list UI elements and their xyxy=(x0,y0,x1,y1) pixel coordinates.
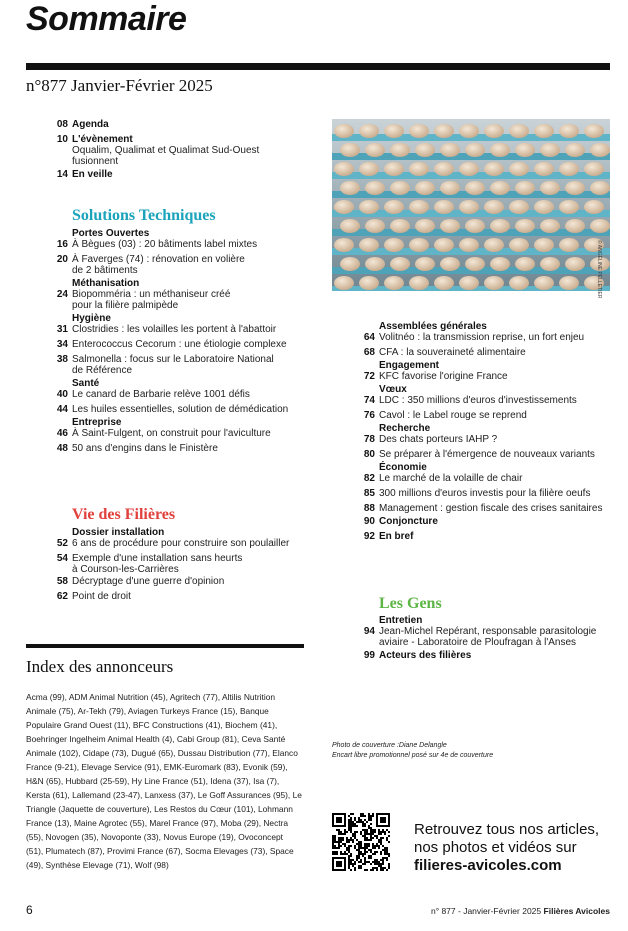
egg xyxy=(334,200,354,214)
egg xyxy=(490,219,510,233)
egg xyxy=(359,124,379,138)
toc-entry: pour la filière palmipède xyxy=(72,300,179,311)
egg xyxy=(534,200,554,214)
toc-page-number: 85 xyxy=(363,488,375,499)
toc-entry: aviaire - Laboratoire de Ploufragan à l'Anses xyxy=(379,637,577,648)
egg xyxy=(490,143,510,157)
egg xyxy=(459,162,479,176)
egg xyxy=(484,238,504,252)
toc-entry[interactable]: Salmonella : focus sur le Laboratoire National xyxy=(72,354,274,365)
egg xyxy=(559,124,579,138)
footer-issue: n° 877 - Janvier-Février 2025 xyxy=(430,906,542,916)
toc-entry[interactable]: 50 ans d'engins dans le Finistère xyxy=(72,443,218,454)
toc-section-heading[interactable]: Conjoncture xyxy=(379,516,438,527)
egg xyxy=(390,181,410,195)
toc-page-number: 62 xyxy=(56,591,68,602)
toc-page-number: 94 xyxy=(363,626,375,637)
toc-section-heading: Entretien xyxy=(379,615,423,626)
toc-page-number: 64 xyxy=(363,332,375,343)
promo-block xyxy=(414,821,599,875)
toc-entry[interactable]: Clostridies : les volailles les portent à l'abattoir xyxy=(72,324,277,335)
egg xyxy=(565,181,585,195)
promo-line-1: Retrouvez tous nos articles, xyxy=(414,821,600,838)
toc-section-heading: Hygiène xyxy=(72,313,111,324)
egg xyxy=(415,257,435,271)
egg xyxy=(584,200,604,214)
egg xyxy=(559,162,579,176)
qr-code-graphic xyxy=(332,813,390,871)
toc-page-number: 10 xyxy=(56,134,68,145)
egg xyxy=(509,162,529,176)
egg xyxy=(365,143,385,157)
egg xyxy=(384,124,404,138)
egg xyxy=(365,181,385,195)
egg xyxy=(515,181,535,195)
toc-page-number: 78 xyxy=(363,434,375,445)
toc-page-number: 38 xyxy=(56,354,68,365)
toc-section-heading[interactable]: En veille xyxy=(72,169,113,180)
toc-entry[interactable]: 300 millions d'euros investis pour la filière oeufs xyxy=(379,488,591,499)
egg xyxy=(434,276,454,290)
egg xyxy=(590,181,610,195)
toc-page-number: 44 xyxy=(56,404,68,415)
toc-section-heading: Assemblées générales xyxy=(379,321,487,332)
page-title: Sommaire xyxy=(26,0,187,38)
toc-entry: de 2 bâtiments xyxy=(72,265,138,276)
toc-page-number: 16 xyxy=(56,239,68,250)
toc-entry[interactable]: Décryptage d'une guerre d'opinion xyxy=(72,576,225,587)
footer-brand: Filières Avicoles xyxy=(543,906,610,916)
toc-section-heading[interactable]: En bref xyxy=(379,531,414,542)
toc-section-heading: Santé xyxy=(72,378,100,389)
egg xyxy=(415,219,435,233)
egg xyxy=(509,238,529,252)
toc-section-heading: Recherche xyxy=(379,423,431,434)
toc-page-number: 24 xyxy=(56,289,68,300)
egg xyxy=(515,257,535,271)
toc-page-number: 34 xyxy=(56,339,68,350)
toc-section-heading: Vœux xyxy=(379,384,407,395)
egg xyxy=(534,276,554,290)
egg xyxy=(584,162,604,176)
toc-section-heading: Portes Ouvertes xyxy=(72,228,150,239)
egg xyxy=(365,257,385,271)
qr-code[interactable] xyxy=(332,813,390,871)
egg xyxy=(459,276,479,290)
egg xyxy=(484,124,504,138)
egg xyxy=(559,276,579,290)
toc-entry[interactable]: KFC favorise l'origine France xyxy=(379,371,508,382)
toc-section-heading[interactable]: Acteurs des filières xyxy=(379,650,472,661)
egg xyxy=(440,219,460,233)
egg xyxy=(590,219,610,233)
egg xyxy=(409,162,429,176)
toc-entry[interactable]: À Faverges (74) : rénovation en volière xyxy=(72,254,245,265)
toc-section-heading: Dossier installation xyxy=(72,527,165,538)
egg xyxy=(359,162,379,176)
toc-entry[interactable]: Volitnéo : la transmission reprise, un fort enjeu xyxy=(379,332,585,343)
egg xyxy=(540,181,560,195)
toc-page-number: 92 xyxy=(363,531,375,542)
egg xyxy=(384,276,404,290)
egg xyxy=(340,143,360,157)
egg xyxy=(590,143,610,157)
index-rule xyxy=(26,644,304,648)
toc-page-number: 88 xyxy=(363,503,375,514)
promo-line-2: nos photos et vidéos sur xyxy=(414,839,577,856)
egg xyxy=(359,200,379,214)
toc-page-number: 72 xyxy=(363,371,375,382)
egg xyxy=(390,143,410,157)
egg xyxy=(434,200,454,214)
egg xyxy=(359,238,379,252)
toc-entry[interactable]: Management : gestion fiscale des crises sanitaires xyxy=(379,503,603,514)
egg xyxy=(534,238,554,252)
egg xyxy=(484,276,504,290)
egg xyxy=(565,219,585,233)
egg xyxy=(415,181,435,195)
toc-entry: fusionnent xyxy=(72,156,119,167)
header-rule xyxy=(26,63,610,70)
egg xyxy=(340,219,360,233)
toc-page-number: 48 xyxy=(56,443,68,454)
egg xyxy=(390,219,410,233)
egg xyxy=(334,124,354,138)
toc-page-number: 40 xyxy=(56,389,68,400)
toc-page-number: 90 xyxy=(363,516,375,527)
toc-entry[interactable]: Des chats porteurs IAHP ? xyxy=(379,434,498,445)
issue-label: n°877 Janvier-Février 2025 xyxy=(26,76,213,95)
egg xyxy=(584,124,604,138)
toc-entry[interactable]: Le canard de Barbarie relève 1001 défis xyxy=(72,389,250,400)
egg xyxy=(409,124,429,138)
toc-entry[interactable]: Enterococcus Cecorum : une étiologie complexe xyxy=(72,339,287,350)
egg xyxy=(384,200,404,214)
toc-entry[interactable]: À Saint-Fulgent, on construit pour l'aviculture xyxy=(72,428,271,439)
egg xyxy=(340,181,360,195)
cover-credit-insert: Encart libre promotionnel posé sur 4e de couverture xyxy=(332,752,494,759)
egg xyxy=(334,238,354,252)
page-number: 6 xyxy=(26,903,33,917)
toc-entry[interactable]: Exemple d'une installation sans heurts xyxy=(72,553,243,564)
egg-tray-illustration xyxy=(332,119,610,291)
toc-page-number: 31 xyxy=(56,324,68,335)
egg xyxy=(409,200,429,214)
toc-entry[interactable]: Le marché de la volaille de chair xyxy=(379,473,523,484)
egg xyxy=(490,257,510,271)
egg xyxy=(340,257,360,271)
egg xyxy=(490,181,510,195)
egg xyxy=(465,181,485,195)
section-title-solutions: Solutions Techniques xyxy=(72,207,216,224)
egg xyxy=(534,124,554,138)
toc-page-number: 76 xyxy=(363,410,375,421)
toc-entry[interactable]: LDC : 350 millions d'euros d'investissements xyxy=(379,395,577,406)
egg xyxy=(415,143,435,157)
egg xyxy=(559,200,579,214)
toc-section-heading: Engagement xyxy=(379,360,440,371)
toc-page-number: 08 xyxy=(56,119,68,130)
toc-page-number: 20 xyxy=(56,254,68,265)
toc-entry: de Référence xyxy=(72,365,133,376)
toc-section-heading[interactable]: Agenda xyxy=(72,119,109,130)
egg xyxy=(540,219,560,233)
toc-entry[interactable]: CFA : la souveraineté alimentaire xyxy=(379,347,526,358)
egg xyxy=(540,257,560,271)
cover-photo-eggs xyxy=(332,119,610,291)
cover-credit-photo: Photo de couverture :Diane Delangle xyxy=(332,742,447,749)
toc-section-heading[interactable]: L'évènement xyxy=(72,134,133,145)
toc-entry[interactable]: Les huiles essentielles, solution de démédication xyxy=(72,404,289,415)
egg xyxy=(484,162,504,176)
section-title-filieres: Vie des Filières xyxy=(72,506,176,523)
egg xyxy=(465,257,485,271)
cover-credit xyxy=(332,741,602,761)
egg xyxy=(565,143,585,157)
egg xyxy=(365,219,385,233)
egg xyxy=(384,238,404,252)
toc-entry[interactable]: 6 ans de procédure pour construire son poulailler xyxy=(72,538,290,549)
egg xyxy=(459,124,479,138)
toc-entry[interactable]: Jean-Michel Repérant, responsable parasitologie xyxy=(379,626,597,637)
egg xyxy=(409,238,429,252)
egg xyxy=(540,143,560,157)
toc-page-number: 54 xyxy=(56,553,68,564)
toc-page-number: 80 xyxy=(363,449,375,460)
egg xyxy=(434,124,454,138)
toc-entry[interactable]: Biopomméria : un méthaniseur créé xyxy=(72,289,231,300)
toc-page-number: 82 xyxy=(363,473,375,484)
egg xyxy=(334,162,354,176)
egg xyxy=(465,219,485,233)
egg xyxy=(440,181,460,195)
egg xyxy=(440,257,460,271)
toc-page-number: 52 xyxy=(56,538,68,549)
egg xyxy=(484,200,504,214)
egg xyxy=(434,162,454,176)
egg xyxy=(534,162,554,176)
toc-section-heading: Méthanisation xyxy=(72,278,140,289)
egg xyxy=(440,143,460,157)
egg xyxy=(509,200,529,214)
toc-page-number: 46 xyxy=(56,428,68,439)
toc-page-number: 74 xyxy=(363,395,375,406)
egg xyxy=(359,276,379,290)
egg xyxy=(515,219,535,233)
toc-entry[interactable]: Cavol : le Label rouge se reprend xyxy=(379,410,527,421)
toc-entry: à Courson-les-Carrières xyxy=(72,564,179,575)
toc-section-heading: Entreprise xyxy=(72,417,122,428)
toc-entry[interactable]: Se préparer à l'émergence de nouveaux variants xyxy=(379,449,595,460)
egg xyxy=(509,276,529,290)
egg xyxy=(515,143,535,157)
egg xyxy=(434,238,454,252)
index-title: Index des annonceurs xyxy=(26,657,174,676)
egg xyxy=(465,143,485,157)
promo-website-link[interactable]: filieres-avicoles.com xyxy=(414,857,562,874)
toc-page-number: 58 xyxy=(56,576,68,587)
toc-page-number: 14 xyxy=(56,169,68,180)
egg xyxy=(390,257,410,271)
toc-entry: Oqualim, Qualimat et Qualimat Sud-Ouest xyxy=(72,145,260,156)
egg xyxy=(565,257,585,271)
toc-page-number: 68 xyxy=(363,347,375,358)
egg xyxy=(459,238,479,252)
egg xyxy=(334,276,354,290)
photo-credit-vertical: © ANGÈLINE PELLETIER xyxy=(596,240,602,299)
index-list: Acma (99), ADM Animal Nutrition (45), Agritech (77), Altilis Nutrition Animale (75), Ar-Tekh (79), Aviagen Turkeys France (15), Banque Populaire Grand Ouest (11), BFC Constructions (41), Biochem (41), Boehringer Ingelheim Animal Health (4), Cabi Group (81), Ceva Santé Animale (102), Cidape (73), Dugué (65), Dussau Distribution (77), Elanco France (9-21), Elevage Service (91), EMK-Euromark (83), Evonik (59), H&N (65), Hubbard (25-59), Hy Line France (51), Idena (37), Isa (7), Kersta (61), Lallemand (23-47), Lanxess (37), Le Goff Assurances (95), Le Triangle (Jaquette de couverture), Les Restos du Cœur (101), Lohmann France (13), Maine Agrotec (55), Marel France (97), Moba (29), Nectra (55), Novogen (35), Novoponte (33), Novus Europe (19), Ovoconcept (51), Plumatech (87), Provimi France (67), Socma Elevages (73), Space (49), Synthèse Elevage (71), Wolf (98) xyxy=(26,692,302,870)
egg xyxy=(559,238,579,252)
running-footer xyxy=(431,906,610,916)
toc-entry[interactable]: Point de droit xyxy=(72,591,131,602)
toc-section-heading: Économie xyxy=(379,462,427,473)
section-title-gens: Les Gens xyxy=(379,595,442,612)
egg xyxy=(384,162,404,176)
toc-page-number: 99 xyxy=(363,650,375,661)
egg xyxy=(409,276,429,290)
egg xyxy=(459,200,479,214)
egg xyxy=(509,124,529,138)
toc-entry[interactable]: À Bègues (03) : 20 bâtiments label mixtes xyxy=(72,239,258,250)
